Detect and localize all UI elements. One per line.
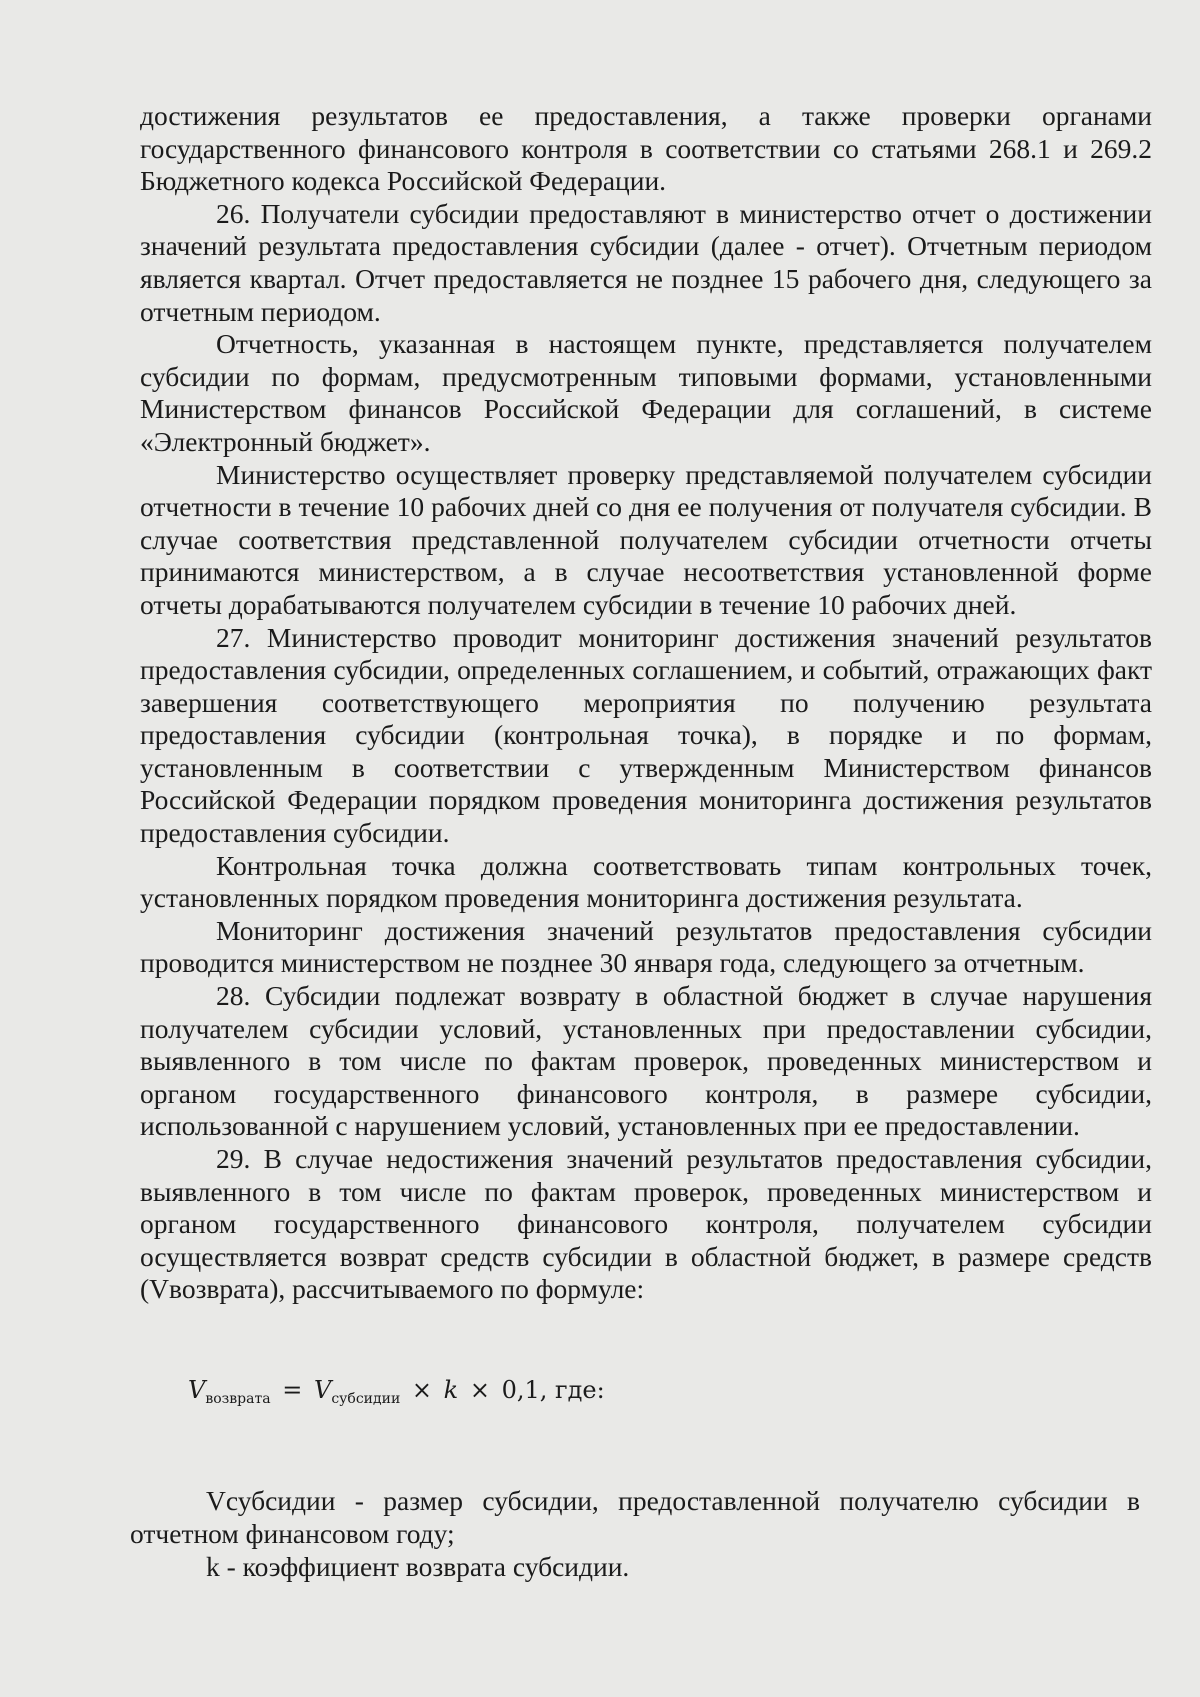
formula-times-2: × <box>469 1376 490 1404</box>
paragraph-26: 26. Получатели субсидии предоставляют в министерство отчет о достижении значений результата предоставления субсидии (далее - отчет). Отчетным периодом является квартал. Отчет предоставляется не позднее 15 рабочего дня, следующего за отчетным периодом. <box>140 197 1152 327</box>
formula-v-subsidy: V <box>313 1376 332 1404</box>
formula-sub-subsidy: субсидии <box>331 1391 401 1407</box>
paragraph-27-monitoring: Мониторинг достижения значений результатов предоставления субсидии проводится министерством не позднее 30 января года, следующего за отчетным. <box>140 914 1152 979</box>
return-formula <box>188 1376 605 1407</box>
formula-times-1: × <box>411 1376 433 1404</box>
paragraph-28: 28. Субсидии подлежат возврату в областной бюджет в случае нарушения получателем субсидии условий, установленных при предоставлении субсидии, выявленного в том числе по фактам проверок, проведенных министерством и органом государственного финансового контроля, в размере субсидии, использованной с нарушением условий, установленных при ее предоставлении. <box>140 980 1152 1142</box>
paragraph-29: 29. В случае недостижения значений результатов предоставления субсидии, выявленного в том числе по фактам проверок, проведенных министерством и органом государственного финансового контроля, получателем субсидии осуществляется возврат средств субсидии в областной бюджет, в размере средств (Vвозврата), рассчитываемого по формуле: <box>140 1143 1152 1305</box>
definition-v-subsidy: Vсубсидии - размер субсидии, предоставленной получателю субсидии в отчетном финансовом году; <box>130 1485 1140 1549</box>
paragraph-26-check: Министерство осуществляет проверку представляемой получателем субсидии отчетности в течение 10 рабочих дней со дня ее получения от получателя субсидии. В случае соответствия представленной получателем субсидии отчетности отчеты принимаются министерством, а в случае несоответствия установленной форме отчеты дорабатываются получателем субсидии в течение 10 рабочих дней. <box>140 458 1152 620</box>
document-body <box>140 100 1152 1306</box>
formula-number: 0,1, <box>501 1376 548 1404</box>
formula-equals: = <box>282 1376 303 1404</box>
paragraph-27-checkpoint: Контрольная точка должна соответствовать типам контрольных точек, установленных порядком проведения мониторинга достижения результата. <box>140 849 1152 914</box>
paragraph-26-reporting: Отчетность, указанная в настоящем пункте, представляется получателем субсидии по формам, предусмотренным типовыми формами, установленными Министерством финансов Российской Федерации для соглашений, в системе «Электронный бюджет». <box>140 328 1152 457</box>
formula-k: k <box>443 1376 459 1404</box>
definition-k: k - коэффициент возврата субсидии. <box>206 1551 630 1582</box>
definitions-block <box>130 1484 1140 1583</box>
formula-sub-return: возврата <box>205 1391 271 1407</box>
formula-v-return: V <box>188 1376 206 1404</box>
paragraph-27: 27. Министерство проводит мониторинг достижения значений результатов предоставления субсидии, определенных соглашением, и событий, отражающих факт завершения соответствующего мероприятия по получению результата предоставления субсидии (контрольная точка), в порядке и по формам, установленным в соответствии с утвержденным Министерством финансов Российской Федерации порядком проведения мониторинга достижения результатов предоставления субсидии. <box>140 621 1152 849</box>
formula-tail: где: <box>555 1376 605 1404</box>
paragraph-1: достижения результатов ее предоставления, а также проверки органами государственного финансового контроля в соответствии со статьями 268.1 и 269.2 Бюджетного кодекса Российской Федерации. <box>140 100 1152 197</box>
